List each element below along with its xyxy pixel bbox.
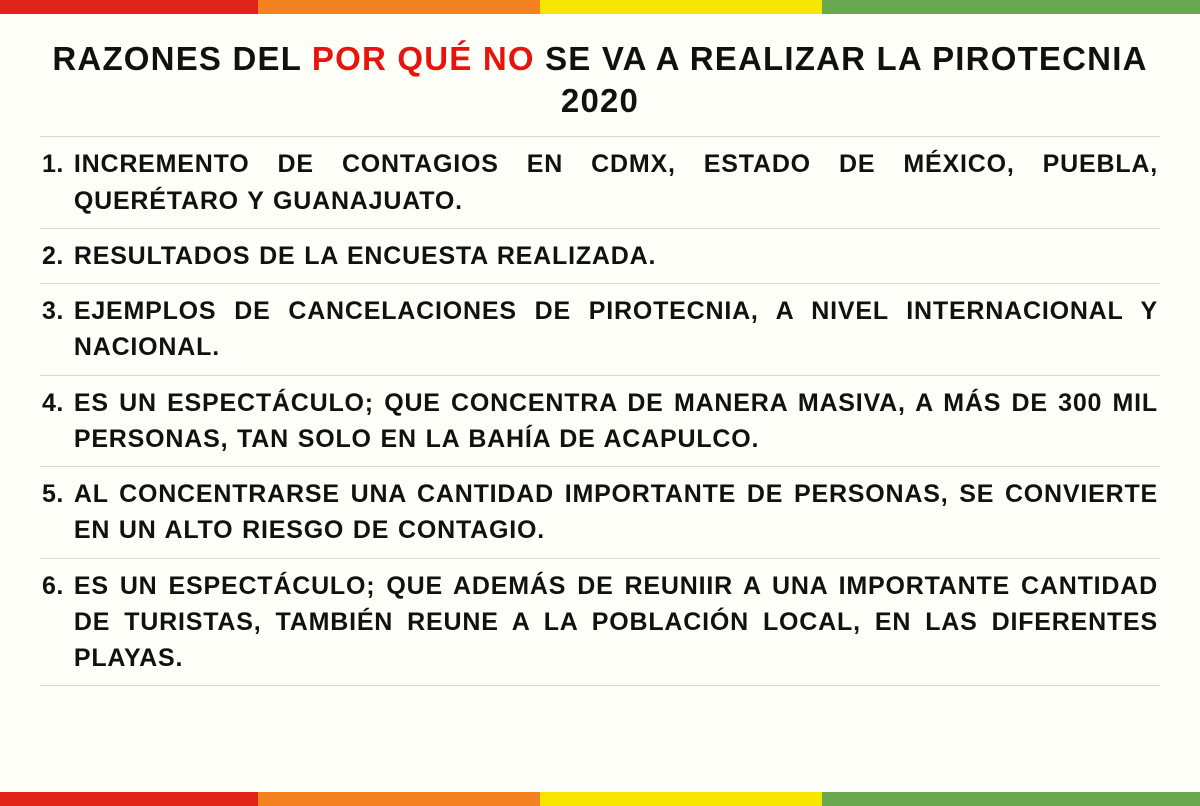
- list-item: [40, 376, 1160, 468]
- list-item-text: ES UN ESPECTÁCULO; QUE CONCENTRA DE MANERA MASIVA, A MÁS DE 300 MIL PERSONAS, TAN SOLO EN LA BAHÍA DE ACAPULCO.: [73, 388, 1158, 453]
- list-item-number: 2.: [42, 241, 64, 270]
- title-suffix: SE VA A REALIZAR LA PIROTECNIA 2020: [534, 40, 1148, 120]
- list-item-text: RESULTADOS DE LA ENCUESTA REALIZADA.: [73, 241, 657, 270]
- list-item-text: EJEMPLOS DE CANCELACIONES DE PIROTECNIA, A NIVEL INTERNACIONAL Y NACIONAL.: [73, 297, 1158, 362]
- top-color-bar: [0, 0, 1200, 14]
- list-item: [40, 137, 1160, 229]
- list-item-number: 3.: [42, 297, 64, 326]
- color-bar-segment-yellow: [540, 792, 822, 806]
- list-item: [40, 284, 1160, 376]
- list-item-number: 6.: [42, 571, 64, 600]
- color-bar-segment-yellow: [540, 0, 822, 14]
- list-item: [40, 559, 1160, 687]
- list-item-text: INCREMENTO DE CONTAGIOS EN CDMX, ESTADO DE MÉXICO, PUEBLA, QUERÉTARO Y GUANAJUATO.: [73, 150, 1158, 215]
- reasons-list: [40, 136, 1160, 686]
- list-item-number: 1.: [42, 150, 64, 179]
- color-bar-segment-red: [0, 792, 258, 806]
- list-item: [40, 229, 1160, 284]
- title-prefix: RAZONES DEL: [52, 40, 312, 77]
- page-title: [28, 38, 1172, 122]
- list-item-number: 5.: [42, 480, 64, 509]
- list-item-text: ES UN ESPECTÁCULO; QUE ADEMÁS DE REUNIIR A UNA IMPORTANTE CANTIDAD DE TURISTAS, TAMBIÉN REUNE A LA POBLACIÓN LOCAL, EN LAS DIFERENTES PLAYAS.: [73, 571, 1158, 673]
- slide-content: [0, 14, 1200, 792]
- list-item-number: 4.: [42, 388, 64, 417]
- title-highlight: POR QUÉ NO: [311, 40, 535, 77]
- color-bar-segment-red: [0, 0, 258, 14]
- color-bar-segment-green: [822, 0, 1200, 14]
- color-bar-segment-orange: [258, 0, 540, 14]
- list-item: [40, 467, 1160, 559]
- color-bar-segment-green: [822, 792, 1200, 806]
- bottom-color-bar: [0, 792, 1200, 806]
- color-bar-segment-orange: [258, 792, 540, 806]
- list-item-text: AL CONCENTRARSE UNA CANTIDAD IMPORTANTE DE PERSONAS, SE CONVIERTE EN UN ALTO RIESGO DE CONTAGIO.: [73, 480, 1158, 545]
